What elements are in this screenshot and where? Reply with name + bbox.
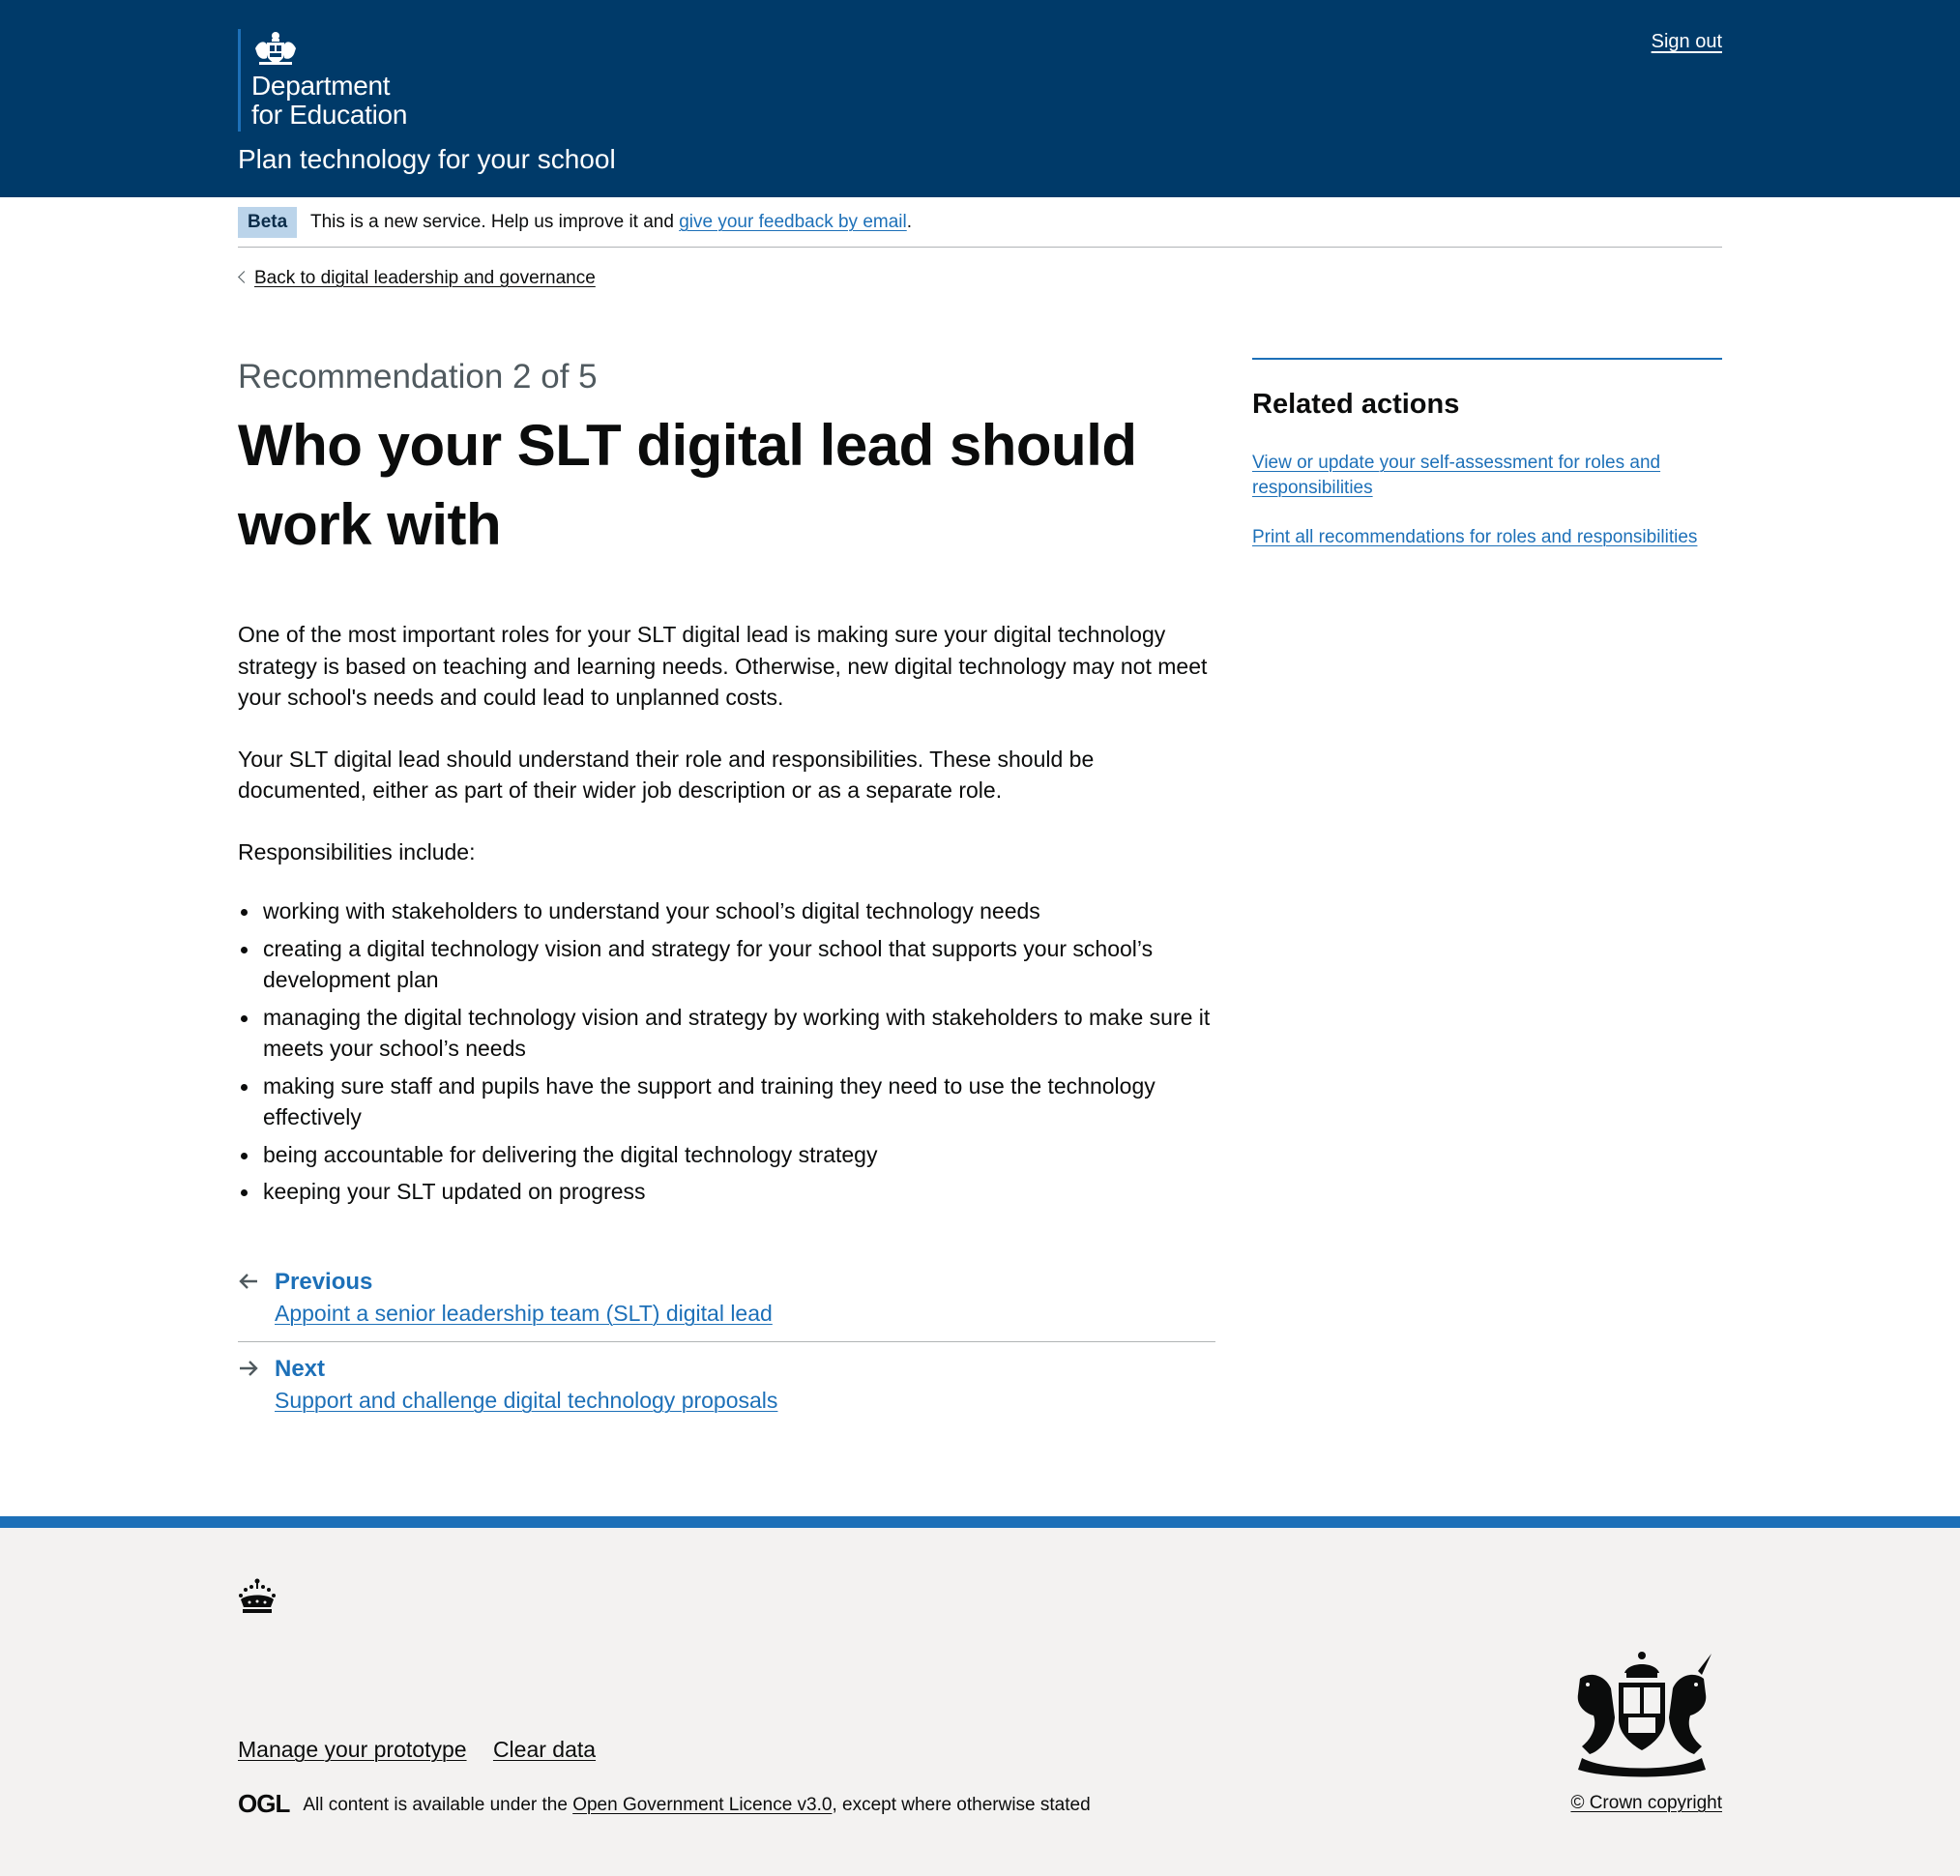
- related-actions: [1252, 358, 1722, 574]
- self-assessment-link[interactable]: View or update your self-assessment for roles and responsibilities: [1252, 453, 1661, 498]
- body-paragraph: One of the most important roles for your SLT digital lead is making sure your digital technology strategy is based on teaching and learning needs. Otherwise, new digital technology may not meet your school's needs and could lead to unplanned costs.: [238, 622, 1208, 710]
- phase-banner-text: [310, 211, 912, 234]
- department-name-line1: Department: [251, 71, 391, 101]
- previous-recommendation-link[interactable]: Appoint a senior leadership team (SLT) digital lead: [275, 1301, 773, 1326]
- next-label[interactable]: Next: [275, 1356, 326, 1382]
- licence-statement: [238, 1791, 1091, 1818]
- list-item: making sure staff and pupils have the support and training they need to use the technology effectively: [238, 1070, 1214, 1133]
- body-paragraph: Your SLT digital lead should understand their role and responsibilities. These should be documented, either as part of their wider job description or as a separate role.: [238, 746, 1095, 803]
- print-recommendations-link[interactable]: Print all recommendations for roles and responsibilities: [1252, 527, 1698, 547]
- arrow-left-icon: [238, 1271, 259, 1292]
- arrow-right-icon: [238, 1358, 259, 1379]
- crown-copyright: [1570, 1791, 1722, 1816]
- body-paragraph: Responsibilities include:: [238, 838, 476, 865]
- header-container: [238, 29, 1722, 193]
- phase-banner: [238, 197, 1722, 248]
- site-header: [0, 0, 1960, 197]
- recommendation-body: [238, 619, 1214, 1214]
- feedback-email-link[interactable]: give your feedback by email: [679, 212, 907, 232]
- page-title: Who your SLT digital lead should work with: [238, 413, 1137, 557]
- beta-tag: Beta: [238, 207, 297, 238]
- footer-links: [238, 1735, 616, 1764]
- royal-crest-icon: [251, 29, 300, 68]
- department-name-line2: for Education: [251, 100, 408, 130]
- manage-prototype-link[interactable]: Manage your prototype: [238, 1737, 467, 1762]
- phase-banner-end: .: [906, 212, 913, 232]
- crown-icon: [238, 1578, 277, 1615]
- next-recommendation-link[interactable]: Support and challenge digital technology proposals: [275, 1388, 778, 1413]
- back-link-container: [238, 267, 596, 290]
- list-item: creating a digital technology vision and strategy for your school that supports your school’s development plan: [238, 933, 1214, 996]
- phase-banner-message: This is a new service. Help us improve it and: [310, 212, 674, 232]
- footer-top-border: [0, 1516, 1960, 1528]
- ogl-logo: OGL: [238, 1789, 290, 1818]
- recommendation-caption: Recommendation 2 of 5: [238, 358, 598, 396]
- licence-prefix: All content is available under the: [303, 1795, 568, 1815]
- open-government-licence-link[interactable]: Open Government Licence v3.0: [572, 1795, 833, 1815]
- previous-label[interactable]: Previous: [275, 1269, 373, 1295]
- list-item: keeping your SLT updated on progress: [238, 1176, 1214, 1208]
- pagination-next[interactable]: [238, 1354, 1215, 1416]
- royal-coat-of-arms-icon: [1568, 1650, 1715, 1777]
- list-item: being accountable for delivering the digital technology strategy: [238, 1139, 1214, 1171]
- list-item: managing the digital technology vision and strategy by working with stakeholders to make sure it meets your school’s needs: [238, 1002, 1214, 1065]
- site-footer: [0, 1528, 1960, 1876]
- list-item: working with stakeholders to understand your school’s digital technology needs: [238, 895, 1214, 927]
- sign-out-link[interactable]: Sign out: [1651, 31, 1722, 52]
- pagination: [238, 1267, 1215, 1416]
- chevron-left-icon: [238, 271, 250, 283]
- crown-copyright-link[interactable]: © Crown copyright: [1570, 1793, 1722, 1813]
- service-name[interactable]: Plan technology for your school: [238, 144, 616, 174]
- clear-data-link[interactable]: Clear data: [492, 1737, 597, 1762]
- related-actions-heading: Related actions: [1252, 389, 1460, 420]
- responsibilities-list: [238, 895, 1214, 1208]
- licence-suffix: , except where otherwise stated: [832, 1795, 1091, 1815]
- pagination-previous[interactable]: [238, 1267, 1215, 1342]
- back-link[interactable]: Back to digital leadership and governance: [254, 268, 596, 288]
- dfe-logo[interactable]: [238, 29, 407, 132]
